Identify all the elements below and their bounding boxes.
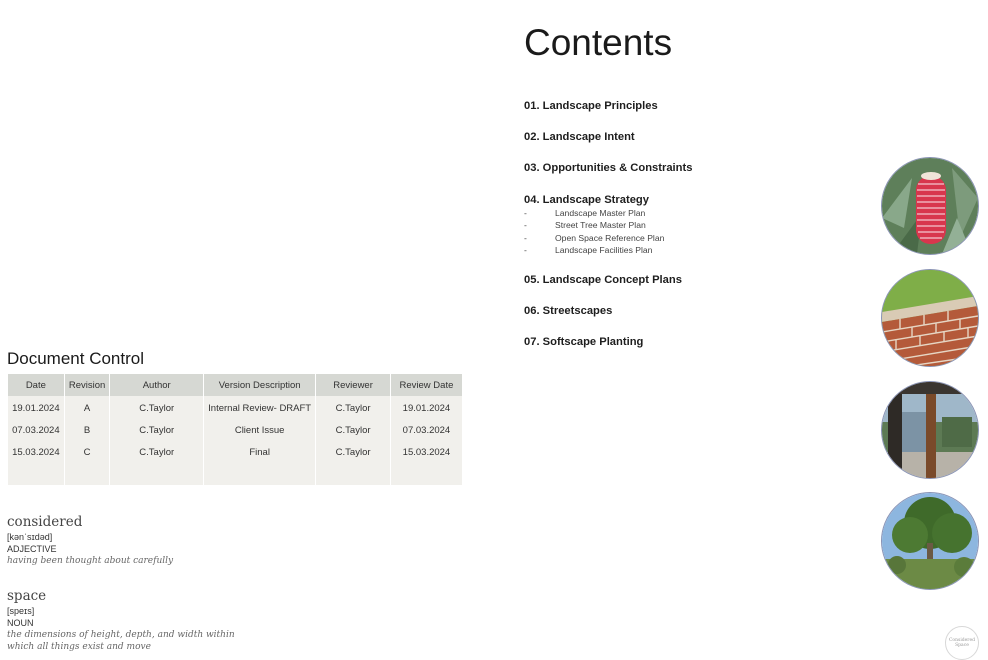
sub-item-label: Open Space Reference Plan <box>555 232 665 243</box>
definition-word: space <box>7 588 47 604</box>
table-cell: C.Taylor <box>110 441 203 463</box>
definition-meaning: the dimensions of height, depth, and width within <box>7 630 235 640</box>
table-cell: 07.03.2024 <box>391 419 462 441</box>
table-cell: B <box>65 419 110 441</box>
table-cell <box>8 463 64 485</box>
column-header: Date <box>8 374 64 396</box>
table-row <box>8 441 462 463</box>
eucalyptus-tree-photo <box>881 492 979 590</box>
column-header: Review Date <box>391 374 462 396</box>
definition-meaning: having been thought about carefully <box>7 556 174 566</box>
table-cell <box>110 463 203 485</box>
column-header: Reviewer <box>316 374 390 396</box>
document-control-title: Document Control <box>7 349 145 368</box>
bullet-dash: - <box>524 208 527 218</box>
considered-space-logo <box>945 626 979 660</box>
table-cell: C.Taylor <box>316 396 390 419</box>
toc-item-landscape-concept-plans[interactable]: 05. Landscape Concept Plans <box>524 274 682 286</box>
logo-line: Space <box>955 643 969 648</box>
table-cell: A <box>65 396 110 419</box>
table-cell: 15.03.2024 <box>391 441 462 463</box>
table-cell: C.Taylor <box>316 441 390 463</box>
toc-item-opportunities-constraints[interactable]: 03. Opportunities & Constraints <box>524 162 693 174</box>
bullet-dash: - <box>524 232 527 243</box>
table-cell: 15.03.2024 <box>8 441 64 463</box>
definition-word: considered <box>7 514 83 530</box>
bullet-dash: - <box>524 244 527 255</box>
definition-meaning: which all things exist and move <box>7 642 151 652</box>
toc-item-streetscapes[interactable]: 06. Streetscapes <box>524 305 613 317</box>
table-cell: 19.01.2024 <box>391 396 462 419</box>
banksia-flower-photo <box>881 157 979 255</box>
table-cell <box>204 463 315 485</box>
logo-line: Considered <box>948 638 976 643</box>
table-cell: Final <box>204 441 315 463</box>
definition-considered <box>7 514 173 567</box>
table-row <box>8 463 462 485</box>
table-cell <box>65 463 110 485</box>
document-control-table <box>7 374 463 485</box>
table-cell: C <box>65 441 110 463</box>
column-header: Revision <box>65 374 110 396</box>
table-header-row <box>8 374 462 396</box>
timber-pergola-photo <box>881 381 979 479</box>
definition-part-of-speech: ADJECTIVE <box>7 544 57 554</box>
definition-pronunciation: [speɪs] <box>7 606 35 616</box>
table-cell: 07.03.2024 <box>8 419 64 441</box>
table-row <box>8 419 462 441</box>
table-cell <box>391 463 462 485</box>
toc-item-landscape-intent[interactable]: 02. Landscape Intent <box>524 131 635 143</box>
toc-item-landscape-principles[interactable]: 01. Landscape Principles <box>524 100 658 112</box>
table-cell: C.Taylor <box>110 419 203 441</box>
bullet-dash: - <box>524 220 527 231</box>
brick-wall-photo <box>881 269 979 367</box>
table-cell: C.Taylor <box>110 396 203 419</box>
sub-item-label: Landscape Facilities Plan <box>555 244 653 255</box>
definition-part-of-speech: NOUN <box>7 618 34 628</box>
column-header: Version Description <box>204 374 315 396</box>
toc-item-landscape-strategy[interactable]: 04. Landscape Strategy <box>524 194 649 206</box>
table-cell: C.Taylor <box>316 419 390 441</box>
table-cell <box>316 463 390 485</box>
definition-pronunciation: [kənˈsɪdəd] <box>7 532 53 542</box>
table-cell: Internal Review- DRAFT <box>204 396 315 419</box>
table-row <box>8 396 462 419</box>
toc-item-softscape-planting[interactable]: 07. Softscape Planting <box>524 336 644 348</box>
table-cell: Client Issue <box>204 419 315 441</box>
sub-item-label: Landscape Master Plan <box>555 208 646 218</box>
definition-space <box>7 588 235 653</box>
contents-title: Contents <box>524 22 673 63</box>
table-cell: 19.01.2024 <box>8 396 64 419</box>
column-header: Author <box>110 374 203 396</box>
sub-item-label: Street Tree Master Plan <box>555 220 646 231</box>
